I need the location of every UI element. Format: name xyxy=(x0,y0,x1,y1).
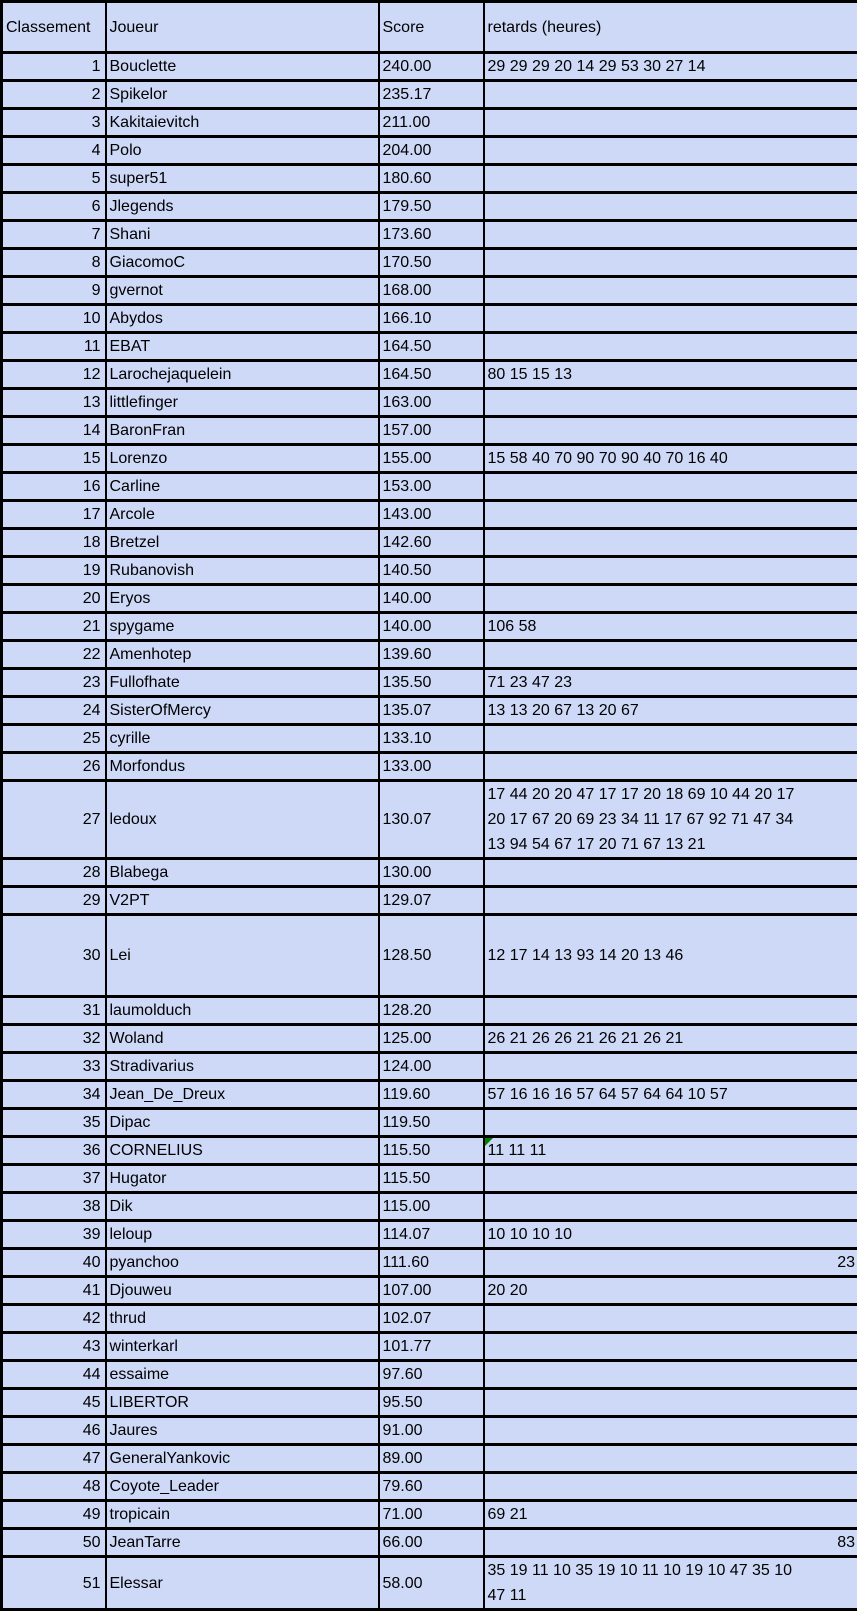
player-cell: gvernot xyxy=(106,277,379,305)
rank-cell: 24 xyxy=(2,697,106,725)
player-cell: Jaures xyxy=(106,1417,379,1445)
delays-text: 71 23 47 23 xyxy=(488,670,810,695)
rank-cell: 35 xyxy=(2,1109,106,1137)
table-row xyxy=(2,997,857,1025)
rank-cell: 13 xyxy=(2,389,106,417)
rank-cell: 29 xyxy=(2,887,106,915)
delays-text: 13 13 20 67 13 20 67 xyxy=(488,698,810,723)
delays-cell xyxy=(484,1445,857,1473)
delays-text: 57 16 16 16 57 64 57 64 64 10 57 xyxy=(488,1082,810,1107)
rank-cell: 11 xyxy=(2,333,106,361)
player-cell: Rubanovish xyxy=(106,557,379,585)
rank-cell: 17 xyxy=(2,501,106,529)
table-row xyxy=(2,585,857,613)
rank-cell: 37 xyxy=(2,1165,106,1193)
rank-cell: 33 xyxy=(2,1053,106,1081)
rank-cell: 5 xyxy=(2,165,106,193)
rank-cell: 46 xyxy=(2,1417,106,1445)
table-row xyxy=(2,501,857,529)
player-cell: Fullofhate xyxy=(106,669,379,697)
score-cell: 143.00 xyxy=(379,501,484,529)
score-cell: 140.00 xyxy=(379,585,484,613)
rank-cell: 22 xyxy=(2,641,106,669)
score-cell: 133.00 xyxy=(379,753,484,781)
score-cell: 119.60 xyxy=(379,1081,484,1109)
header-retards: retards (heures) xyxy=(484,2,857,53)
score-cell: 66.00 xyxy=(379,1529,484,1557)
table-row xyxy=(2,1473,857,1501)
score-cell: 153.00 xyxy=(379,473,484,501)
table-row xyxy=(2,193,857,221)
delays-cell xyxy=(484,859,857,887)
score-cell: 133.10 xyxy=(379,725,484,753)
table-row xyxy=(2,1137,857,1165)
score-cell: 129.07 xyxy=(379,887,484,915)
delays-text: 29 29 29 20 14 29 53 30 27 14 xyxy=(488,54,810,79)
delays-cell xyxy=(484,417,857,445)
delays-cell xyxy=(484,997,857,1025)
table-row xyxy=(2,1221,857,1249)
player-cell: Abydos xyxy=(106,305,379,333)
header-row xyxy=(2,2,857,53)
table-row xyxy=(2,915,857,997)
player-cell: essaime xyxy=(106,1361,379,1389)
player-cell: Stradivarius xyxy=(106,1053,379,1081)
table-row xyxy=(2,1333,857,1361)
score-cell: 130.00 xyxy=(379,859,484,887)
player-cell: SisterOfMercy xyxy=(106,697,379,725)
table-row xyxy=(2,1529,857,1557)
player-cell: tropicain xyxy=(106,1501,379,1529)
score-cell: 155.00 xyxy=(379,445,484,473)
player-cell: Shani xyxy=(106,221,379,249)
score-cell: 142.60 xyxy=(379,529,484,557)
table-row xyxy=(2,781,857,859)
rank-cell: 10 xyxy=(2,305,106,333)
score-cell: 130.07 xyxy=(379,781,484,859)
table-row xyxy=(2,1081,857,1109)
rank-cell: 40 xyxy=(2,1249,106,1277)
score-cell: 179.50 xyxy=(379,193,484,221)
rank-cell: 31 xyxy=(2,997,106,1025)
rank-cell: 25 xyxy=(2,725,106,753)
score-cell: 125.00 xyxy=(379,1025,484,1053)
table-row xyxy=(2,1389,857,1417)
rank-cell: 30 xyxy=(2,915,106,997)
player-cell: Lorenzo xyxy=(106,445,379,473)
delays-cell xyxy=(484,501,857,529)
rank-cell: 26 xyxy=(2,753,106,781)
player-cell: winterkarl xyxy=(106,1333,379,1361)
player-cell: EBAT xyxy=(106,333,379,361)
delays-cell xyxy=(484,53,857,81)
player-cell: GeneralYankovic xyxy=(106,1445,379,1473)
delays-cell xyxy=(484,1361,857,1389)
score-cell: 163.00 xyxy=(379,389,484,417)
rank-cell: 21 xyxy=(2,613,106,641)
table-row xyxy=(2,165,857,193)
table-row xyxy=(2,249,857,277)
score-cell: 101.77 xyxy=(379,1333,484,1361)
table-row xyxy=(2,389,857,417)
player-cell: JeanTarre xyxy=(106,1529,379,1557)
table-row xyxy=(2,473,857,501)
delays-cell xyxy=(484,473,857,501)
table-row xyxy=(2,697,857,725)
table-row xyxy=(2,137,857,165)
table-row xyxy=(2,1277,857,1305)
delays-cell xyxy=(484,753,857,781)
rank-cell: 42 xyxy=(2,1305,106,1333)
rank-cell: 16 xyxy=(2,473,106,501)
player-cell: leloup xyxy=(106,1221,379,1249)
rank-cell: 15 xyxy=(2,445,106,473)
delays-cell xyxy=(484,529,857,557)
score-cell: 164.50 xyxy=(379,361,484,389)
table-row xyxy=(2,1557,857,1610)
delays-cell xyxy=(484,557,857,585)
table-row xyxy=(2,1193,857,1221)
table-row xyxy=(2,859,857,887)
delays-cell xyxy=(484,389,857,417)
table-row xyxy=(2,417,857,445)
player-cell: V2PT xyxy=(106,887,379,915)
score-cell: 102.07 xyxy=(379,1305,484,1333)
rank-cell: 49 xyxy=(2,1501,106,1529)
player-cell: Bretzel xyxy=(106,529,379,557)
delays-text: 80 15 15 13 xyxy=(488,362,810,387)
score-cell: 170.50 xyxy=(379,249,484,277)
score-cell: 97.60 xyxy=(379,1361,484,1389)
table-row xyxy=(2,753,857,781)
score-cell: 115.00 xyxy=(379,1193,484,1221)
delays-cell xyxy=(484,1557,857,1610)
delays-text: 17 44 20 20 47 17 17 20 18 69 10 44 20 17 20 17 67 20 69 23 34 11 17 67 92 71 47 34 13 94 54 67 17 20 71 67 13 21 xyxy=(488,782,810,857)
score-cell: 211.00 xyxy=(379,109,484,137)
table-row xyxy=(2,669,857,697)
table-row xyxy=(2,725,857,753)
rank-cell: 9 xyxy=(2,277,106,305)
score-cell: 91.00 xyxy=(379,1417,484,1445)
delays-cell xyxy=(484,333,857,361)
comment-marker-icon xyxy=(485,1138,493,1146)
delays-cell xyxy=(484,249,857,277)
delays-cell xyxy=(484,221,857,249)
score-cell: 168.00 xyxy=(379,277,484,305)
player-cell: Larochejaquelein xyxy=(106,361,379,389)
player-cell: Carline xyxy=(106,473,379,501)
score-cell: 240.00 xyxy=(379,53,484,81)
delays-text: 11 11 11 xyxy=(488,1138,810,1163)
player-cell: Dik xyxy=(106,1193,379,1221)
rank-cell: 23 xyxy=(2,669,106,697)
rank-cell: 44 xyxy=(2,1361,106,1389)
player-cell: GiacomoC xyxy=(106,249,379,277)
player-cell: littlefinger xyxy=(106,389,379,417)
delays-text: 15 58 40 70 90 70 90 40 70 16 40 xyxy=(488,446,810,471)
delays-cell xyxy=(484,1501,857,1529)
score-cell: 58.00 xyxy=(379,1557,484,1610)
delays-cell: 23 xyxy=(484,1249,857,1277)
table-row xyxy=(2,1165,857,1193)
delays-cell xyxy=(484,613,857,641)
score-cell: 115.50 xyxy=(379,1165,484,1193)
rank-cell: 34 xyxy=(2,1081,106,1109)
table-row xyxy=(2,1025,857,1053)
table-row xyxy=(2,361,857,389)
player-cell: Kakitaievitch xyxy=(106,109,379,137)
header-score: Score xyxy=(379,2,484,53)
table-row xyxy=(2,81,857,109)
rank-cell: 7 xyxy=(2,221,106,249)
delays-cell xyxy=(484,305,857,333)
delays-cell xyxy=(484,697,857,725)
rank-cell: 38 xyxy=(2,1193,106,1221)
score-cell: 95.50 xyxy=(379,1389,484,1417)
delays-cell xyxy=(484,781,857,859)
rank-cell: 39 xyxy=(2,1221,106,1249)
delays-cell xyxy=(484,165,857,193)
delays-cell: 83 xyxy=(484,1529,857,1557)
delays-text: 10 10 10 10 xyxy=(488,1222,810,1247)
table-row xyxy=(2,1305,857,1333)
rank-cell: 3 xyxy=(2,109,106,137)
delays-cell xyxy=(484,445,857,473)
score-cell: 166.10 xyxy=(379,305,484,333)
delays-cell xyxy=(484,109,857,137)
score-cell: 107.00 xyxy=(379,1277,484,1305)
delays-cell xyxy=(484,641,857,669)
delays-cell xyxy=(484,1053,857,1081)
player-cell: Dipac xyxy=(106,1109,379,1137)
score-cell: 111.60 xyxy=(379,1249,484,1277)
rank-cell: 14 xyxy=(2,417,106,445)
player-cell: Jlegends xyxy=(106,193,379,221)
rank-cell: 50 xyxy=(2,1529,106,1557)
score-cell: 140.50 xyxy=(379,557,484,585)
delays-cell xyxy=(484,1109,857,1137)
header-joueur: Joueur xyxy=(106,2,379,53)
header-classement: Classement xyxy=(2,2,106,53)
player-cell: laumolduch xyxy=(106,997,379,1025)
rank-cell: 8 xyxy=(2,249,106,277)
delays-cell xyxy=(484,1473,857,1501)
score-cell: 135.50 xyxy=(379,669,484,697)
delays-cell xyxy=(484,1081,857,1109)
table-row xyxy=(2,1053,857,1081)
delays-cell xyxy=(484,361,857,389)
score-cell: 135.07 xyxy=(379,697,484,725)
table-row xyxy=(2,109,857,137)
player-cell: super51 xyxy=(106,165,379,193)
table-row xyxy=(2,641,857,669)
player-cell: Spikelor xyxy=(106,81,379,109)
rank-cell: 32 xyxy=(2,1025,106,1053)
score-cell: 128.20 xyxy=(379,997,484,1025)
rank-cell: 20 xyxy=(2,585,106,613)
table-row xyxy=(2,1361,857,1389)
score-cell: 164.50 xyxy=(379,333,484,361)
delays-text: 20 20 xyxy=(488,1278,810,1303)
rank-cell: 36 xyxy=(2,1137,106,1165)
delays-cell xyxy=(484,277,857,305)
score-cell: 115.50 xyxy=(379,1137,484,1165)
score-cell: 114.07 xyxy=(379,1221,484,1249)
table-row xyxy=(2,1109,857,1137)
rank-cell: 47 xyxy=(2,1445,106,1473)
rank-cell: 43 xyxy=(2,1333,106,1361)
player-cell: pyanchoo xyxy=(106,1249,379,1277)
delays-cell xyxy=(484,915,857,997)
player-cell: spygame xyxy=(106,613,379,641)
delays-cell xyxy=(484,1165,857,1193)
table-row xyxy=(2,1249,857,1277)
table-row xyxy=(2,277,857,305)
table-row xyxy=(2,529,857,557)
delays-cell xyxy=(484,585,857,613)
score-cell: 119.50 xyxy=(379,1109,484,1137)
delays-cell xyxy=(484,1417,857,1445)
delays-cell xyxy=(484,81,857,109)
table-row xyxy=(2,1445,857,1473)
rank-cell: 12 xyxy=(2,361,106,389)
player-cell: thrud xyxy=(106,1305,379,1333)
delays-cell xyxy=(484,1025,857,1053)
player-cell: LIBERTOR xyxy=(106,1389,379,1417)
table-row xyxy=(2,445,857,473)
table-row xyxy=(2,887,857,915)
delays-cell xyxy=(484,1137,857,1165)
score-cell: 235.17 xyxy=(379,81,484,109)
rank-cell: 19 xyxy=(2,557,106,585)
score-cell: 140.00 xyxy=(379,613,484,641)
delays-cell xyxy=(484,669,857,697)
rank-cell: 41 xyxy=(2,1277,106,1305)
player-cell: Coyote_Leader xyxy=(106,1473,379,1501)
score-cell: 139.60 xyxy=(379,641,484,669)
delays-cell xyxy=(484,725,857,753)
delays-text: 69 21 xyxy=(488,1502,810,1527)
delays-cell xyxy=(484,1277,857,1305)
player-cell: Morfondus xyxy=(106,753,379,781)
delays-cell xyxy=(484,1221,857,1249)
delays-text: 12 17 14 13 93 14 20 13 46 xyxy=(488,943,810,968)
delays-cell xyxy=(484,193,857,221)
player-cell: Woland xyxy=(106,1025,379,1053)
player-cell: ledoux xyxy=(106,781,379,859)
table-row xyxy=(2,333,857,361)
delays-cell xyxy=(484,887,857,915)
table-row xyxy=(2,1417,857,1445)
delays-cell xyxy=(484,137,857,165)
delays-cell xyxy=(484,1305,857,1333)
table-row xyxy=(2,613,857,641)
player-cell: Elessar xyxy=(106,1557,379,1610)
player-cell: Djouweu xyxy=(106,1277,379,1305)
player-cell: Hugator xyxy=(106,1165,379,1193)
rank-cell: 28 xyxy=(2,859,106,887)
player-cell: Arcole xyxy=(106,501,379,529)
delays-text: 106 58 xyxy=(488,614,810,639)
rank-cell: 48 xyxy=(2,1473,106,1501)
player-cell: cyrille xyxy=(106,725,379,753)
player-cell: Bouclette xyxy=(106,53,379,81)
table-row xyxy=(2,53,857,81)
score-cell: 79.60 xyxy=(379,1473,484,1501)
score-cell: 71.00 xyxy=(379,1501,484,1529)
table-row xyxy=(2,1501,857,1529)
rank-cell: 1 xyxy=(2,53,106,81)
score-cell: 89.00 xyxy=(379,1445,484,1473)
score-cell: 180.60 xyxy=(379,165,484,193)
score-cell: 128.50 xyxy=(379,915,484,997)
player-cell: Jean_De_Dreux xyxy=(106,1081,379,1109)
delays-cell xyxy=(484,1193,857,1221)
rank-cell: 51 xyxy=(2,1557,106,1610)
score-cell: 173.60 xyxy=(379,221,484,249)
player-cell: CORNELIUS xyxy=(106,1137,379,1165)
table-row xyxy=(2,221,857,249)
score-cell: 204.00 xyxy=(379,137,484,165)
rank-cell: 4 xyxy=(2,137,106,165)
player-cell: BaronFran xyxy=(106,417,379,445)
table-row xyxy=(2,557,857,585)
table-body xyxy=(2,53,857,1610)
rank-cell: 45 xyxy=(2,1389,106,1417)
score-cell: 124.00 xyxy=(379,1053,484,1081)
player-cell: Lei xyxy=(106,915,379,997)
score-cell: 157.00 xyxy=(379,417,484,445)
player-cell: Amenhotep xyxy=(106,641,379,669)
delays-cell xyxy=(484,1389,857,1417)
rank-cell: 6 xyxy=(2,193,106,221)
player-cell: Eryos xyxy=(106,585,379,613)
rank-cell: 18 xyxy=(2,529,106,557)
rank-cell: 27 xyxy=(2,781,106,859)
delays-text: 35 19 11 10 35 19 10 11 10 19 10 47 35 10 47 11 xyxy=(488,1558,810,1608)
delays-text: 26 21 26 26 21 26 21 26 21 xyxy=(488,1026,810,1051)
player-cell: Blabega xyxy=(106,859,379,887)
table-row xyxy=(2,305,857,333)
player-cell: Polo xyxy=(106,137,379,165)
rank-cell: 2 xyxy=(2,81,106,109)
delays-cell xyxy=(484,1333,857,1361)
